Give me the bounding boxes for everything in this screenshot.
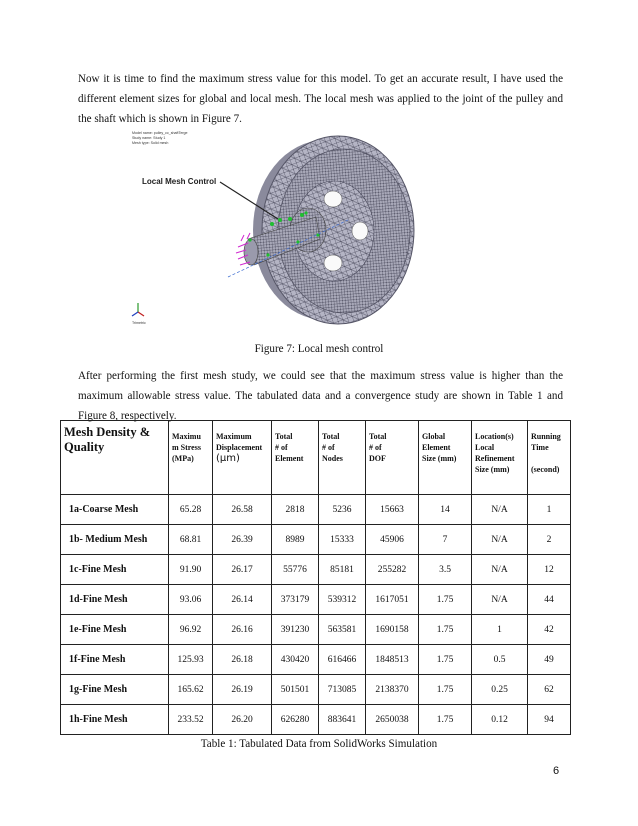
cell-max-stress: 93.06 [169,585,213,615]
view-orientation-label: Trimetric [132,321,146,325]
cell-local-size: 1 [472,615,528,645]
page-number: 6 [553,765,560,777]
cell-total-element: 373179 [272,585,319,615]
figure-header-model: Model name: pulley_cc_shaftTerge [132,131,188,135]
cell-total-dof: 15663 [366,495,419,525]
header-mesh-density: Mesh Density & Quality [61,421,169,495]
header-total-element: Total # of Element [272,421,319,495]
cell-max-displacement: 26.14 [213,585,272,615]
cell-mesh-name: 1h-Fine Mesh [61,705,169,735]
cell-total-nodes: 563581 [319,615,366,645]
cell-max-displacement: 26.20 [213,705,272,735]
table-1-caption: Table 1: Tabulated Data from SolidWorks Simulation [200,738,438,750]
mesh-study-table [60,420,571,735]
table-row [61,495,571,525]
cell-mesh-name: 1c-Fine Mesh [61,555,169,585]
table-row [61,705,571,735]
cell-total-element: 2818 [272,495,319,525]
cell-total-nodes: 5236 [319,495,366,525]
cell-total-dof: 255282 [366,555,419,585]
web-hole [352,222,368,240]
table-row [61,525,571,555]
cell-max-stress: 165.62 [169,675,213,705]
cell-running-time: 12 [528,555,571,585]
cell-global-size: 3.5 [419,555,472,585]
cell-global-size: 1.75 [419,645,472,675]
cell-local-size: N/A [472,525,528,555]
cell-local-size: N/A [472,495,528,525]
cell-local-size: N/A [472,555,528,585]
cell-total-nodes: 713085 [319,675,366,705]
cell-total-nodes: 85181 [319,555,366,585]
cell-mesh-name: 1b- Medium Mesh [61,525,169,555]
pulley-mesh-drawing [120,127,506,327]
after-paragraph: After performing the first mesh study, we could see that the maximum stress value is higher than the maximum allowable stress value. The tabulated data and a convergence study are shown in Table 1 and Figure 8, respectively. [78,370,563,422]
header-running-time: Running Time (second) [528,421,571,495]
cell-running-time: 94 [528,705,571,735]
header-max-stress: Maximu m Stress (MPa) [169,421,213,495]
web-hole [324,255,342,271]
cell-running-time: 62 [528,675,571,705]
header-total-nodes: Total # of Nodes [319,421,366,495]
cell-global-size: 1.75 [419,705,472,735]
cell-global-size: 7 [419,525,472,555]
cell-mesh-name: 1f-Fine Mesh [61,645,169,675]
cell-max-stress: 91.90 [169,555,213,585]
cell-max-displacement: 26.16 [213,615,272,645]
cell-global-size: 1.75 [419,615,472,645]
cell-global-size: 14 [419,495,472,525]
cell-total-element: 391230 [272,615,319,645]
cell-total-dof: 45906 [366,525,419,555]
cell-max-displacement: 26.18 [213,645,272,675]
figure-7-caption: Figure 7: Local mesh control [254,343,384,355]
cell-total-element: 8989 [272,525,319,555]
cell-running-time: 44 [528,585,571,615]
cell-running-time: 42 [528,615,571,645]
table-body [61,495,571,735]
table-row [61,615,571,645]
figure-header-mesh: Mesh type: Solid mesh [132,141,169,145]
cell-max-displacement: 26.17 [213,555,272,585]
cell-max-displacement: 26.19 [213,675,272,705]
table-header-row [61,421,571,495]
intro-paragraph: Now it is time to find the maximum stress value for this model. To get an accurate result, I have used the different element sizes for global and local mesh. The local mesh was applied to the joint of the pulley and the shaft which is shown in Figure 7. [78,73,563,125]
cell-max-stress: 68.81 [169,525,213,555]
callout-label: Local Mesh Control [142,177,217,186]
shaft-end [244,239,258,265]
cell-global-size: 1.75 [419,675,472,705]
cell-local-size: 0.12 [472,705,528,735]
cell-total-element: 55776 [272,555,319,585]
cell-total-dof: 1848513 [366,645,419,675]
cell-running-time: 1 [528,495,571,525]
header-global-element-size: Global Element Size (mm) [419,421,472,495]
cell-local-size: N/A [472,585,528,615]
header-total-dof: Total # of DOF [366,421,419,495]
cell-global-size: 1.75 [419,585,472,615]
figure-header-study: Study name: Study 1 [132,136,166,140]
cell-running-time: 49 [528,645,571,675]
cell-total-dof: 2138370 [366,675,419,705]
table-row [61,585,571,615]
cell-total-element: 626280 [272,705,319,735]
cell-total-nodes: 883641 [319,705,366,735]
cell-total-element: 430420 [272,645,319,675]
cell-running-time: 2 [528,525,571,555]
cell-total-nodes: 15333 [319,525,366,555]
cell-mesh-name: 1d-Fine Mesh [61,585,169,615]
cell-total-element: 501501 [272,675,319,705]
cell-max-stress: 96.92 [169,615,213,645]
cell-max-stress: 65.28 [169,495,213,525]
cell-mesh-name: 1g-Fine Mesh [61,675,169,705]
table-row [61,675,571,705]
cell-mesh-name: 1a-Coarse Mesh [61,495,169,525]
cell-local-size: 0.5 [472,645,528,675]
web-hole [324,191,342,207]
header-max-displacement: Maximum Displacement (µm) [213,421,272,495]
header-local-refinement-size: Location(s) Local Refinement Size (mm) [472,421,528,495]
figure-7-mesh-image [120,127,506,327]
table-row [61,645,571,675]
cell-max-stress: 125.93 [169,645,213,675]
cell-mesh-name: 1e-Fine Mesh [61,615,169,645]
cell-total-dof: 2650038 [366,705,419,735]
table-row [61,555,571,585]
cell-total-nodes: 616466 [319,645,366,675]
cell-max-displacement: 26.58 [213,495,272,525]
cell-total-dof: 1690158 [366,615,419,645]
cell-total-dof: 1617051 [366,585,419,615]
cell-total-nodes: 539312 [319,585,366,615]
cell-local-size: 0.25 [472,675,528,705]
cell-max-stress: 233.52 [169,705,213,735]
cell-max-displacement: 26.39 [213,525,272,555]
